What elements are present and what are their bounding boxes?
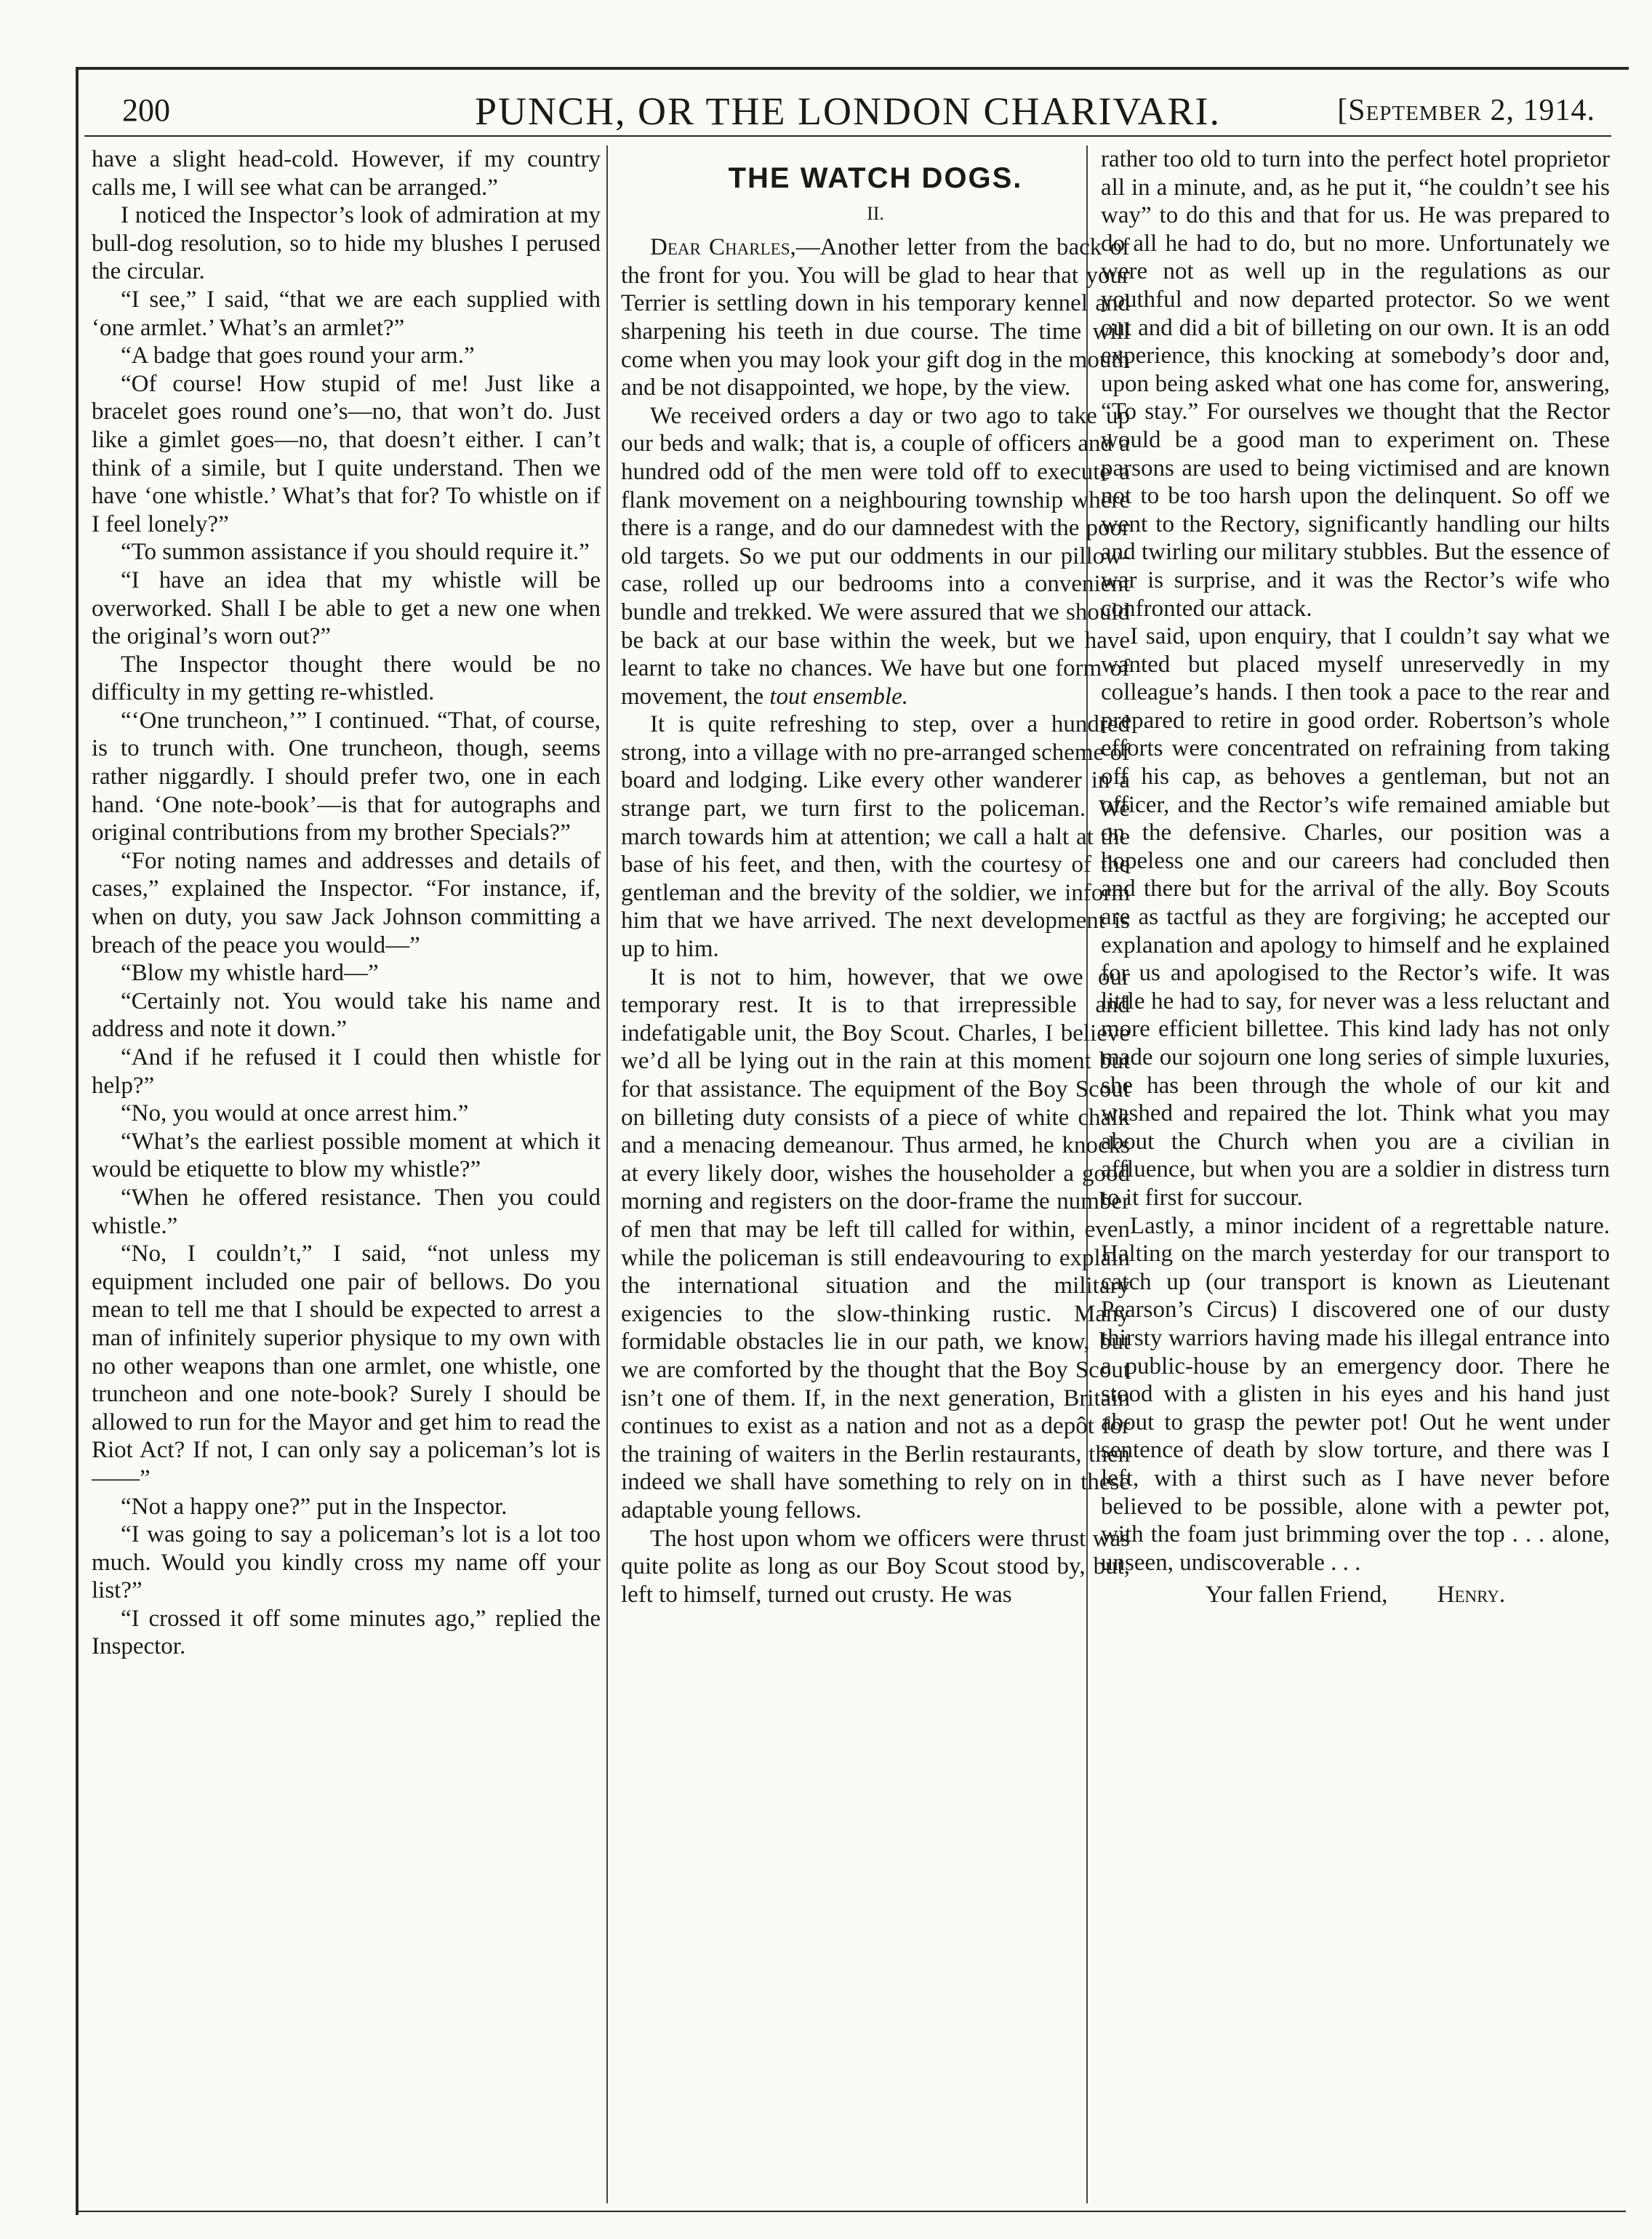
- article-title: THE WATCH DOGS.: [728, 162, 1023, 194]
- column-middle: [621, 145, 1130, 2203]
- paragraph: “I have an idea that my whistle will be overworked. Shall I be able to get a new one when the original’s worn out?”: [92, 566, 601, 650]
- signature: Henry.: [1437, 1582, 1506, 1609]
- paragraph: “For noting names and addresses and details of cases,” explained the Inspector. “For instance, if, when on duty, you saw Jack Johnson committing a breach of the peace you would—”: [92, 847, 601, 958]
- column-left: [92, 145, 601, 2203]
- paragraph: “When he offered resistance. Then you could whistle.”: [92, 1184, 601, 1239]
- paragraph: “And if he refused it I could then whistle for help?”: [92, 1044, 601, 1099]
- paragraph: “To summon assistance if you should require it.”: [121, 539, 590, 566]
- paragraph: “Not a happy one?” put in the Inspector.: [121, 1493, 508, 1520]
- paragraph: “No, I couldn’t,” I said, “not unless my equipment included one pair of bellows. Do you mean to tell me that I should be expected to arrest a man of infinitely superior physique to my own with no other weapons than one armlet, one whistle, one truncheon and one note-book? Surely I should be allowed to run for the Mayor and get him to read the Riot Act? If not, I can only say a policeman’s lot is——”: [92, 1241, 601, 1491]
- paragraph: The host upon whom we officers were thrust was quite polite as long as our Boy Scout stood by, but, left to himself, turned out crusty. He was: [621, 1525, 1130, 1608]
- paragraph: “Certainly not. You would take his name and address and note it down.”: [92, 988, 601, 1043]
- paragraph: “I was going to say a policeman’s lot is a lot too much. Would you kindly cross my name off your list?”: [92, 1521, 601, 1604]
- footer-rule: [76, 2211, 1626, 2212]
- paragraph: Lastly, a minor incident of a regrettable nature. Halting on the march yesterday for our transport to catch up (our transport is known as Lieutenant Pearson’s Circus) I discovered one of our dusty thirsty warriors having made his illegal entrance into a public-house by an emergency door. There he stood with a glisten in his eyes and his hand just about to grasp the pewter pot! Out he went under sentence of death by slow torture, and there was I left, with a thirst such as I have never before believed to be possible, alone with a pewter pot, with the foam just brimming over the top . . . alone, unseen, undiscoverable . . .: [1101, 1212, 1610, 1576]
- paragraph: I said, upon enquiry, that I couldn’t say what we wanted but placed myself unreservedly in my colleague’s hands. I then took a pace to the rear and prepared to retire in good order. Robertson’s whole efforts were concentrated on refraining from taking off his cap, as behoves a gentleman, but not an officer, and the Rector’s wife remained amiable but on the defensive. Charles, our position was a hopeless one and our careers had concluded then and there but for the arrival of the ally. Boy Scouts are as tactful as they are forgiving; he accepted our explanation and apology to himself and he explained for us and apologised to the Rector’s wife. It was little he had to say, for never was a less reluctant and more efficient billettee. This kind lady has not only made our sojourn one long series of simple luxuries, she has been through the whole of our kit and washed and repaired the lot. Think what you may about the Church when you are a civilian in affluence, but when you are a soldier in distress turn to it first for succour.: [1101, 623, 1610, 1211]
- column-divider: [606, 145, 608, 2203]
- article-part-number: II.: [867, 202, 884, 224]
- italic-phrase: tout ensemble.: [769, 683, 908, 710]
- paragraph: “Of course! How stupid of me! Just like a bracelet goes round one’s—no, that won’t do. Just like a gimlet goes—no, that doesn’t either. I can’t think of a simile, but I quite understand. Then we have ‘one whistle.’ What’s that for? To whistle on if I feel lonely?”: [92, 370, 601, 537]
- paragraph: It is quite refreshing to step, over a hundred strong, into a village with no pre-arranged scheme of board and lodging. Like every other wanderer in a strange part, we turn first to the policeman. We march towards him at attention; we call a halt at the base of his feet, and then, with the courtesy of the gentleman and the brevity of the soldier, we inform him that we have arrived. The next development is up to him.: [621, 711, 1130, 963]
- paragraph: I noticed the Inspector’s look of admiration at my bull-dog resolution, so to hide my blushes I perused the circular.: [92, 202, 601, 285]
- letter-signoff: [1101, 1581, 1610, 1609]
- paragraph: It is not to him, however, that we owe our temporary rest. It is to that irrepressible and indefatigable unit, the Boy Scout. Charles, I believe we’d all be lying out in the rain at this moment but for that assistance. The equipment of the Boy Scout on billeting duty consists of a piece of white chalk and a menacing demeanour. Thus armed, he knocks at every likely door, wishes the householder a good morning and registers on the door-frame the number of men that may be left till called for within, even while the policeman is still endeavouring to explain the international situation and the military exigencies to the slow-thinking rustic. Many formidable obstacles lie in our path, we know, but we are comforted by the thought that the Boy Scout isn’t one of them. If, in the next generation, Britain continues to exist as a nation and not as a depôt for the training of waiters in the Berlin restaurants, then indeed we shall have something to rely on in these adaptable young fellows.: [621, 964, 1130, 1523]
- paragraph: have a slight head-cold. However, if my country calls me, I will see what can be arranged.”: [92, 146, 601, 201]
- header-rule: [84, 135, 1611, 137]
- page-number: 200: [122, 92, 170, 128]
- column-right: [1101, 145, 1610, 2203]
- paragraph: “No, you would at once arrest him.”: [121, 1100, 469, 1127]
- paragraph: The Inspector thought there would be no difficulty in my getting re-whistled.: [92, 651, 601, 706]
- paragraph: “A badge that goes round your arm.”: [121, 343, 475, 369]
- paragraph-text: —Another letter from the back of the front for you. You will be glad to hear that your Terrier is settling down in his temporary kennel and sharpening his teeth in due course. The time will come when you may look your gift dog in the mouth and be not disappointed, we hope, by the view.: [621, 234, 1130, 401]
- page-header: [84, 84, 1611, 143]
- paragraph: “I see,” I said, “that we are each supplied with ‘one armlet.’ What’s an armlet?”: [92, 286, 601, 341]
- closing-line: Your fallen Friend,: [1205, 1582, 1388, 1609]
- paragraph: [621, 233, 1130, 402]
- paragraph: “‘One truncheon,’” I continued. “That, of course, is to trunch with. One truncheon, though, seems rather niggardly. I should prefer two, one in each hand. ‘One note-book’—is that for autographs and original contributions from my brother Specials?”: [92, 707, 601, 846]
- paragraph: “Blow my whistle hard—”: [121, 960, 379, 987]
- paragraph: rather too old to turn into the perfect hotel proprietor all in a minute, and, as he put it, “he couldn’t see his way” to do this and that for us. He was prepared to do all he had to do, but no more. Unfortunately we were not as well up in the regulations as our youthful and now departed protector. So we went out and did a bit of billeting on our own. It is an odd experience, this knocking at somebody’s door and, upon being asked what one has come for, answering, “To stay.” For ourselves we thought that the Rector would be a good man to experiment on. These parsons are used to being victimised and are known not to be too harsh upon the delinquent. So off we went to the Rectory, significantly handling our hilts and twirling our military stubbles. But the essence of war is surprise, and it was the Rector’s wife who confronted our attack.: [1101, 146, 1610, 622]
- salutation: Dear Charles,: [650, 234, 796, 261]
- issue-date: [September 2, 1914.: [1337, 94, 1595, 127]
- paragraph: [621, 402, 1130, 711]
- paragraph: “I crossed it off some minutes ago,” replied the Inspector.: [92, 1605, 601, 1660]
- masthead-title: PUNCH, OR THE LONDON CHARIVARI.: [474, 89, 1222, 133]
- paragraph: “What’s the earliest possible moment at which it would be etiquette to blow my whistle?”: [92, 1128, 601, 1183]
- paragraph-text: We received orders a day or two ago to take up our beds and walk; that is, a couple of officers and a hundred odd of the men were told off to execute a flank movement on a neighbouring township where there is a range, and do our damnedest with the poor old targets. So we put our oddments in our pillow-case, rolled up our bedrooms into a convenient bundle and trekked. We were assured that we should be back at our base within the week, but we have learnt to take no chances. We have but one form of movement, the: [621, 402, 1130, 710]
- article-columns: [84, 145, 1619, 2211]
